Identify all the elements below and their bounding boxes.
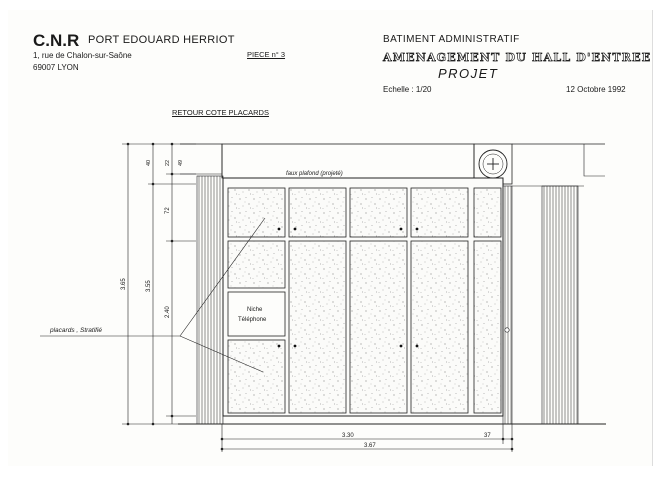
view-title: RETOUR COTE PLACARDS [172,108,269,117]
vent-grille-icon [479,150,507,178]
door-tall-3 [350,241,407,413]
niche-label: Niche [247,307,263,313]
company-port: PORT EDOUARD HERRIOT [88,34,235,46]
left-pilaster [197,176,223,424]
dim-width-side: 37 [484,433,491,439]
placards-label: placards , Stratifié [50,327,103,334]
dim-door-height: 2.40 [165,306,171,318]
dim-width-total: 3.67 [364,443,376,449]
right-pilaster [542,186,578,424]
scale-label: Echelle : 1/20 [383,85,432,94]
building-name: BATIMENT ADMINISTRATIF [383,34,520,45]
door-tall-5 [474,241,501,413]
dim-top-49: 49 [178,159,184,166]
panel-left-low [228,340,285,413]
address-line-2: 69007 LYON [33,63,79,72]
address-line-1: 1, rue de Chalon-sur-Saône [33,51,132,60]
panel-upper-2 [289,188,346,237]
project-subject: AMENAGEMENT DU HALL D'ENTREE [383,51,652,64]
dim-top-22: 22 [165,159,171,166]
door-tall-4 [411,241,468,413]
dim-width-inner: 3.30 [342,433,354,439]
project-stage: PROJET [438,66,499,81]
ceiling-line [180,144,222,178]
dim-total-height: 3.65 [121,278,127,290]
dim-height-2: 3.55 [146,280,152,292]
panel-upper-5 [474,188,501,237]
dim-top-40: 40 [146,159,152,166]
telephone-label: Téléphone [238,317,267,323]
right-cornice [584,144,605,176]
vertical-dimensions [122,143,196,426]
phone-niche [228,292,285,336]
door-tall-2 [289,241,346,413]
faux-plafond-label: faux plafond (projeté) [286,171,343,177]
door-frame-column [503,186,512,424]
panel-upper-3 [350,188,407,237]
drawing-date: 12 Octobre 1992 [566,85,626,94]
company-logo-text: C.N.R [33,31,80,50]
door-hinge [505,328,509,332]
piece-number: PIECE n° 3 [247,50,286,59]
panel-left-mid [228,241,285,288]
panel-upper-4 [411,188,468,237]
dim-upper-panel: 72 [165,207,171,214]
false-ceiling-box [222,144,474,178]
